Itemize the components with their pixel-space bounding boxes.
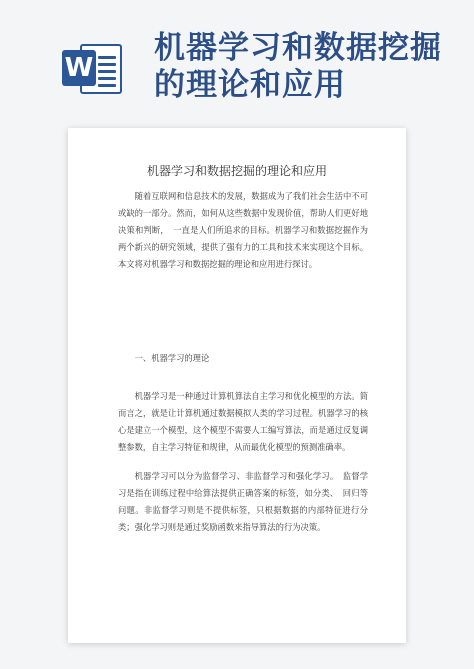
intro-paragraph: 随着互联网和信息技术的发展，数据成为了我们社会生活中不可或缺的一部分。然而，如何从这些数据中发现价值，帮助人们更好地决策和判断， 一直是人们所追求的目标。机器学习和数据挖掘作为两个新兴的研究领域，提供了强有力的工具和技术来实现这个目标。本文将对机器学习和数据挖掘的理论和应用进行探讨。 [118, 191, 368, 269]
page-header [0, 0, 474, 120]
word-document-icon [62, 40, 124, 98]
document-title: 机器学习和数据挖掘的理论和应用 [146, 164, 327, 178]
word-icon-badge: W [62, 50, 96, 86]
document-page [68, 128, 406, 643]
section-heading: 一、机器学习的理论 [134, 353, 210, 363]
page-title: 机器学习和数据挖掘的理论和应用 [154, 30, 442, 103]
body-paragraph: 机器学习是一种通过计算机算法自主学习和优化模型的方法。简而言之，就是让计算机通过数据模拟人类的学习过程。机器学习的核心是建立一个模型，这个模型不需要人工编写算法，而是通过反复调整参数，自主学习特征和规律，从而最优化模型的预测准确率。 [118, 391, 368, 452]
body-paragraph: 机器学习可以分为监督学习、非监督学习和强化学习。 监督学习是指在训练过程中给算法提供正确答案的标签，如分类、 回归等问题。非监督学习则是不提供标签，只根据数据的内部特征进行分类；强化学习则是通过奖励函数来指导算法的行为决策。 [118, 471, 368, 532]
